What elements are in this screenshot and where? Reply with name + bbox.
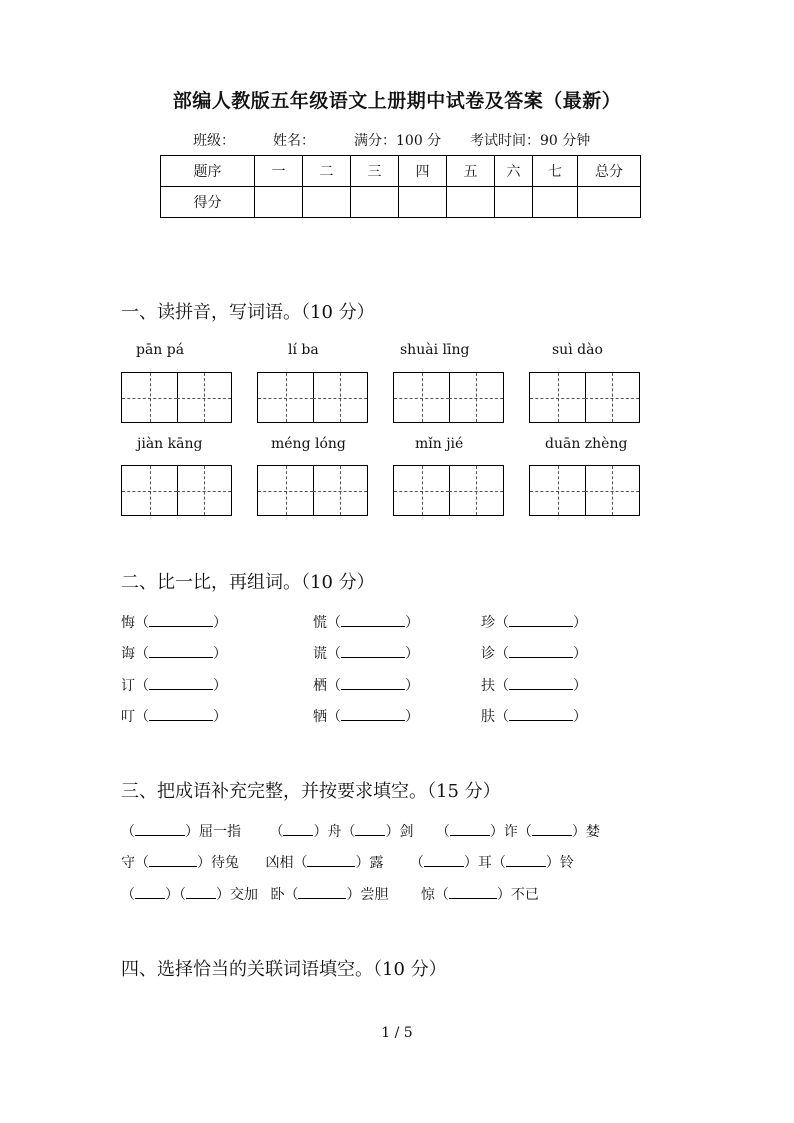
compare-char: 珍 <box>481 615 495 631</box>
idiom-text: 待兔 <box>211 855 239 871</box>
name-label: 姓名： <box>273 133 315 149</box>
answer-blank[interactable] <box>355 821 385 836</box>
score-cell[interactable] <box>303 187 351 218</box>
exam-time-label: 考试时间：90 分钟 <box>470 133 591 149</box>
compare-char: 订 <box>121 678 135 694</box>
compare-char: 肤 <box>481 709 495 725</box>
writing-grid[interactable] <box>257 465 368 516</box>
score-header-cell: 四 <box>399 156 447 187</box>
section-1-heading: 一、读拼音，写词语。（10 分） <box>121 302 375 323</box>
compare-char: 慌 <box>313 615 327 631</box>
answer-blank[interactable] <box>450 821 490 836</box>
compare-item: 订（ ） <box>121 675 227 695</box>
answer-blank[interactable] <box>341 675 405 690</box>
answer-blank[interactable] <box>135 821 185 836</box>
score-cell[interactable] <box>255 187 303 218</box>
compare-item: 牺（ ） <box>313 706 419 726</box>
answer-blank[interactable] <box>449 884 497 899</box>
pinyin-label: suì dào <box>552 342 603 358</box>
idiom-text: 铃 <box>559 855 574 871</box>
writing-grid[interactable] <box>529 372 640 423</box>
section-3-heading: 三、把成语补充完整，并按要求填空。（15 分） <box>121 781 501 802</box>
score-row-label: 得分 <box>161 187 255 218</box>
score-cell[interactable] <box>578 187 641 218</box>
compare-char: 扶 <box>481 678 495 694</box>
compare-char: 谎 <box>313 646 327 662</box>
writing-grid[interactable] <box>257 372 368 423</box>
answer-blank[interactable] <box>135 884 165 899</box>
score-table-score-row <box>161 187 641 218</box>
answer-blank[interactable] <box>298 884 346 899</box>
compare-item: 谎（ ） <box>313 643 419 663</box>
compare-item: 扶（ ） <box>481 675 587 695</box>
compare-item: 珍（ ） <box>481 612 587 632</box>
score-header-cell: 六 <box>495 156 533 187</box>
idiom-row-1: （ ）屈一指 （ ）舟（ ）剑 （ ）诈（ ）婪 <box>121 821 600 841</box>
answer-blank[interactable] <box>149 706 213 721</box>
writing-grid[interactable] <box>121 465 232 516</box>
answer-blank[interactable] <box>186 884 216 899</box>
pinyin-label: lí ba <box>288 342 319 358</box>
full-score-label: 满分：100 分 <box>354 133 442 149</box>
page-title: 部编人教版五年级语文上册期中试卷及答案（最新） <box>172 90 622 112</box>
score-table <box>160 155 641 218</box>
answer-blank[interactable] <box>307 852 355 867</box>
score-cell[interactable] <box>399 187 447 218</box>
compare-item: 诊（ ） <box>481 643 587 663</box>
answer-blank[interactable] <box>341 643 405 658</box>
answer-blank[interactable] <box>532 821 572 836</box>
compare-char: 诲 <box>121 646 135 662</box>
compare-item: 肤（ ） <box>481 706 587 726</box>
class-label: 班级： <box>193 133 235 149</box>
idiom-text: 卧 <box>270 887 285 903</box>
compare-char: 叮 <box>121 709 135 725</box>
compare-item: 悔（ ） <box>121 612 227 632</box>
idiom-text: 露 <box>369 855 384 871</box>
idiom-row-2: 守（ ）待兔 凶相（ ）露 （ ）耳（ ）铃 <box>121 852 574 872</box>
idiom-text: 诈 <box>503 824 518 840</box>
score-header-cell: 题序 <box>161 156 255 187</box>
score-header-cell: 总分 <box>578 156 641 187</box>
idiom-text: 尝胆 <box>360 887 389 903</box>
idiom-text: 屈一指 <box>199 824 241 840</box>
pinyin-label: duān zhèng <box>545 436 628 452</box>
writing-grid[interactable] <box>393 372 504 423</box>
idiom-row-3: （ ）（ ）交加 卧（ ）尝胆 惊（ ）不已 <box>121 884 539 904</box>
answer-blank[interactable] <box>149 852 197 867</box>
score-cell[interactable] <box>495 187 533 218</box>
answer-blank[interactable] <box>149 643 213 658</box>
idiom-text: 惊 <box>420 887 435 903</box>
idiom-text: 凶相 <box>265 855 294 871</box>
score-cell[interactable] <box>447 187 495 218</box>
answer-blank[interactable] <box>424 852 464 867</box>
section-4-heading: 四、选择恰当的关联词语填空。（10 分） <box>121 959 447 980</box>
idiom-text: 婪 <box>585 824 600 840</box>
score-cell[interactable] <box>351 187 399 218</box>
page-number: 1 / 5 <box>381 1025 413 1041</box>
answer-blank[interactable] <box>149 675 213 690</box>
pinyin-label: mǐn jié <box>415 436 464 452</box>
compare-char: 栖 <box>313 678 327 694</box>
pinyin-label: méng lóng <box>271 436 346 452</box>
pinyin-label: shuài līng <box>400 342 470 358</box>
compare-char: 牺 <box>313 709 327 725</box>
writing-grid[interactable] <box>121 372 232 423</box>
answer-blank[interactable] <box>509 706 573 721</box>
answer-blank[interactable] <box>509 675 573 690</box>
score-header-cell: 五 <box>447 156 495 187</box>
score-table-header-row <box>161 156 641 187</box>
idiom-text: 剑 <box>399 824 414 840</box>
compare-item: 栖（ ） <box>313 675 419 695</box>
answer-blank[interactable] <box>283 821 313 836</box>
score-header-cell: 三 <box>351 156 399 187</box>
idiom-text: 交加 <box>230 887 258 903</box>
answer-blank[interactable] <box>509 643 573 658</box>
idiom-text: 耳 <box>477 855 492 871</box>
compare-item: 慌（ ） <box>313 612 419 632</box>
answer-blank[interactable] <box>341 612 405 627</box>
idiom-text: 舟 <box>327 824 342 840</box>
score-header-cell: 一 <box>255 156 303 187</box>
score-cell[interactable] <box>533 187 578 218</box>
idiom-text: 守 <box>121 855 135 871</box>
answer-blank[interactable] <box>341 706 405 721</box>
answer-blank[interactable] <box>149 612 213 627</box>
score-header-cell: 七 <box>533 156 578 187</box>
pinyin-label: pān pá <box>136 342 185 358</box>
section-2-heading: 二、比一比，再组词。（10 分） <box>121 572 375 593</box>
answer-blank[interactable] <box>506 852 546 867</box>
writing-grid[interactable] <box>529 465 640 516</box>
compare-char: 悔 <box>121 615 135 631</box>
compare-item: 诲（ ） <box>121 643 227 663</box>
idiom-text: 不已 <box>510 887 539 903</box>
compare-char: 诊 <box>481 646 495 662</box>
score-header-cell: 二 <box>303 156 351 187</box>
pinyin-label: jiàn kāng <box>137 436 203 452</box>
answer-blank[interactable] <box>509 612 573 627</box>
writing-grid[interactable] <box>393 465 504 516</box>
compare-item: 叮（ ） <box>121 706 227 726</box>
